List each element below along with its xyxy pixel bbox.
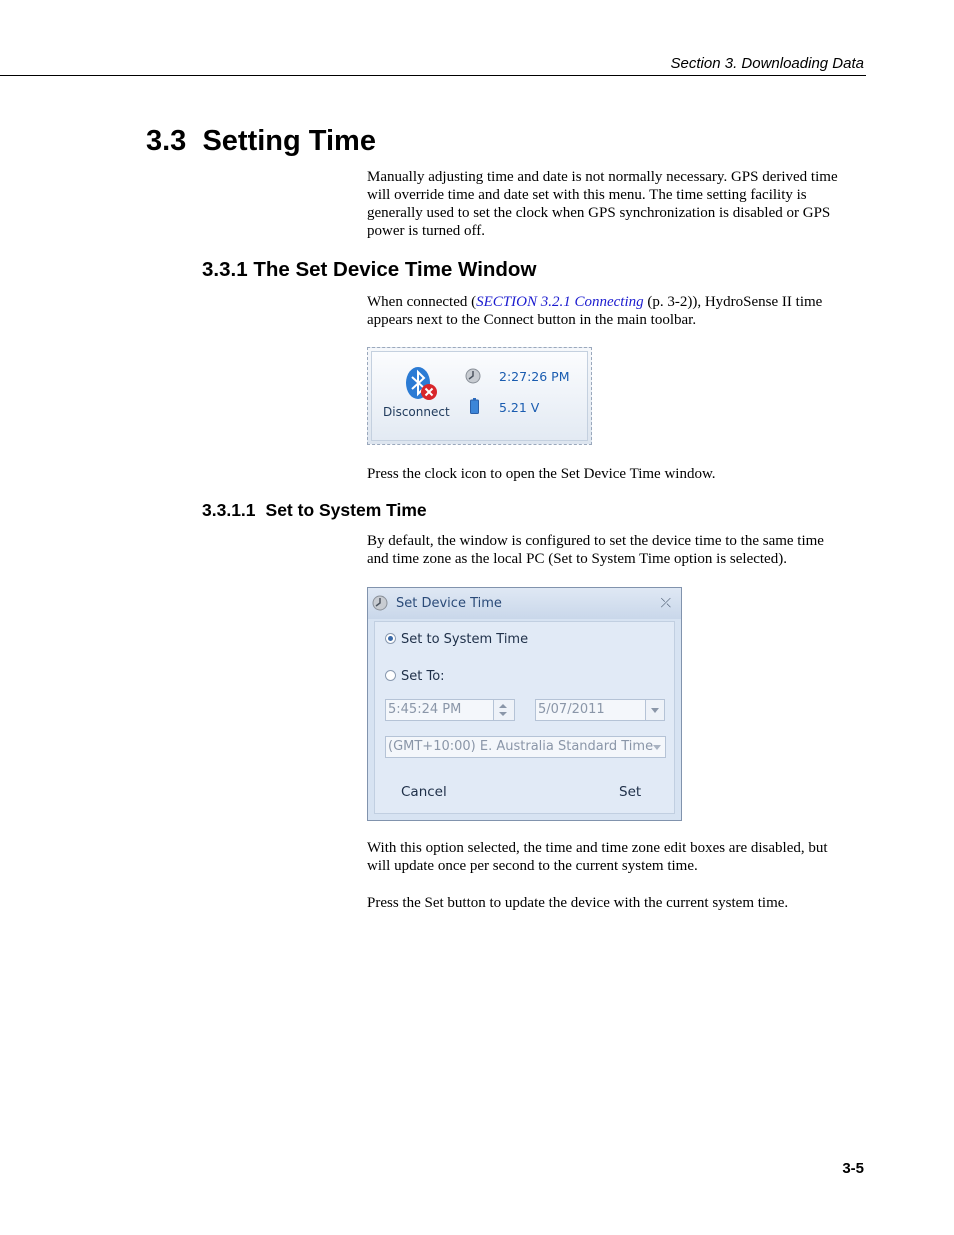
date-dropdown-icon[interactable] [645, 700, 664, 720]
battery-icon [470, 398, 479, 418]
heading-title: Setting Time [202, 125, 376, 157]
clock-icon[interactable] [465, 368, 481, 388]
spin-up-icon[interactable] [499, 704, 507, 708]
radio-set-to-system-time[interactable] [385, 632, 528, 647]
heading-set-to-system-time [202, 500, 427, 521]
toolbar-panel [371, 351, 588, 441]
cancel-button[interactable]: Cancel [401, 784, 447, 800]
running-header: Section 3. Downloading Data [670, 55, 864, 72]
time-field[interactable] [385, 699, 515, 721]
heading-set-device-time-window [202, 258, 536, 282]
heading-title: The Set Device Time Window [253, 258, 537, 281]
section-link[interactable]: SECTION 3.2.1 Connecting [476, 294, 644, 310]
device-time-value: 2:27:26 PM [499, 369, 570, 384]
intro-paragraph [367, 168, 867, 240]
battery-voltage-value: 5.21 V [499, 400, 540, 415]
timezone-value: (GMT+10:00) E. Australia Standard Time [388, 739, 654, 754]
radio-unselected-icon[interactable] [385, 670, 396, 681]
time-field-value: 5:45:24 PM [388, 702, 462, 717]
clock-icon [372, 595, 388, 615]
set-button[interactable]: Set [619, 784, 642, 800]
set-paragraph: Press the Set button to update the device with the current system time. [367, 895, 789, 911]
radio-label: Set to System Time [401, 632, 529, 647]
intro-line: will override time and date set with this menu. The time setting facility is [367, 187, 807, 203]
date-field[interactable] [535, 699, 665, 721]
connected-text: appears next to the Connect button in the main toolbar. [367, 312, 697, 328]
connected-text: When connected ( [367, 294, 477, 310]
connected-text: (p. 3-2)), HydroSense II time [643, 294, 823, 310]
heading-title: Set to System Time [265, 500, 427, 520]
option-line: will update once per second to the current system time. [367, 858, 698, 874]
dialog-title: Set Device Time [396, 596, 502, 611]
chevron-down-icon[interactable] [653, 745, 661, 750]
time-spinner[interactable] [493, 700, 514, 720]
page-number: 3-5 [842, 1160, 864, 1177]
default-line: By default, the window is configured to set the device time to the same time [367, 533, 824, 549]
heading-number: 3.3.1.1 [202, 500, 256, 520]
spin-down-icon[interactable] [499, 712, 507, 716]
heading-setting-time [146, 125, 376, 158]
intro-line: Manually adjusting time and date is not normally necessary. GPS derived time [367, 169, 838, 185]
timezone-select[interactable] [385, 736, 666, 758]
disconnect-label[interactable]: Disconnect [383, 405, 450, 419]
option-line: With this option selected, the time and time zone edit boxes are disabled, but [367, 840, 828, 856]
bluetooth-disconnect-icon[interactable] [405, 366, 439, 406]
default-line: and time zone as the local PC (Set to System Time option is selected). [367, 551, 787, 567]
radio-label: Set To: [401, 669, 445, 684]
toolbar-screenshot [367, 347, 592, 445]
intro-line: power is turned off. [367, 223, 486, 239]
radio-set-to[interactable] [385, 669, 445, 684]
clock-paragraph: Press the clock icon to open the Set Device Time window. [367, 466, 716, 482]
intro-line: generally used to set the clock when GPS synchronization is disabled or GPS [367, 205, 831, 221]
date-field-value: 5/07/2011 [538, 702, 605, 717]
connected-paragraph [367, 293, 867, 329]
dialog-body [374, 621, 675, 814]
option-paragraph [367, 839, 867, 875]
heading-number: 3.3 [146, 125, 187, 157]
dialog-titlebar[interactable] [368, 588, 681, 619]
heading-number: 3.3.1 [202, 258, 248, 281]
close-icon[interactable]: ⤫ [660, 596, 671, 611]
radio-selected-icon[interactable] [385, 633, 396, 644]
header-rule [0, 75, 866, 76]
set-device-time-dialog [367, 587, 682, 821]
default-paragraph [367, 532, 867, 568]
